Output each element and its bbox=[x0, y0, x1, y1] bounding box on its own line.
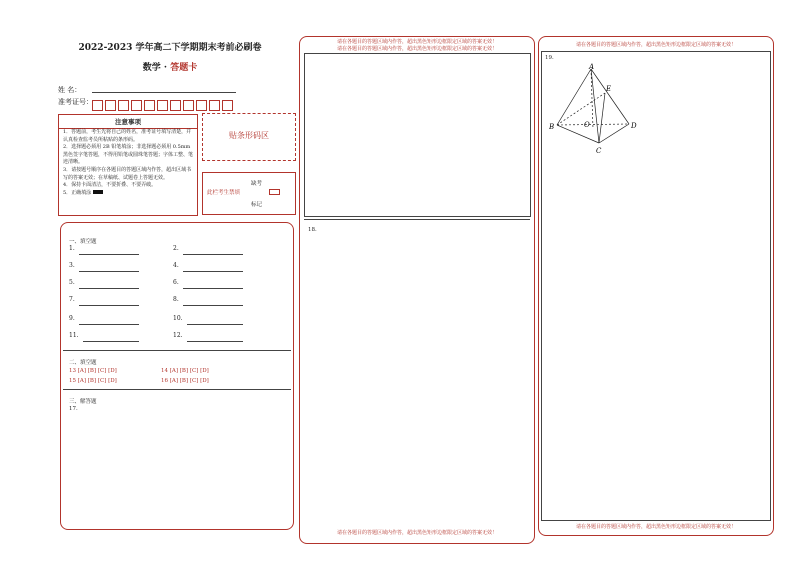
blank-number: 3. bbox=[69, 262, 75, 269]
warning-top-2: 请在各题目的答题区域内作答，超出黑色矩形边框限定区域的答案无效！ bbox=[336, 46, 497, 52]
blank-line[interactable] bbox=[79, 324, 139, 325]
blank-line[interactable] bbox=[187, 341, 243, 342]
q17-number: 17. bbox=[69, 406, 78, 412]
name-field[interactable] bbox=[92, 92, 236, 93]
separator: · bbox=[163, 63, 168, 73]
section2-title: 二、填空题 bbox=[69, 360, 97, 366]
blank-number: 5. bbox=[69, 279, 75, 286]
id-cell[interactable] bbox=[131, 100, 142, 111]
blank-number: 11. bbox=[69, 332, 79, 339]
filled-mark bbox=[93, 190, 103, 194]
card-name: 答题卡 bbox=[170, 63, 198, 73]
absent-checkbox[interactable] bbox=[269, 189, 280, 195]
choice-row[interactable]: 16 [A] [B] [C] [D] bbox=[161, 378, 209, 384]
tetrahedron-figure bbox=[549, 63, 639, 155]
notes-item: 2．选择题必须用 2B 铅笔填涂；非选择题必须用 0.5mm 黑色签字笔答题，不得用铅笔或圆珠笔答题；字体工整、笔迹清晰。 bbox=[63, 144, 194, 166]
section3-title: 三、解答题 bbox=[69, 399, 97, 405]
blank-number: 8. bbox=[173, 296, 179, 303]
section-divider bbox=[63, 350, 291, 351]
id-cell[interactable] bbox=[144, 100, 155, 111]
blank-number: 10. bbox=[173, 315, 183, 322]
id-cell[interactable] bbox=[209, 100, 220, 111]
id-cell[interactable] bbox=[92, 100, 103, 111]
id-cell[interactable] bbox=[196, 100, 207, 111]
subject-line bbox=[40, 60, 300, 73]
q18-box[interactable] bbox=[304, 53, 531, 217]
blank-number: 12. bbox=[173, 332, 183, 339]
choice-row[interactable]: 14 [A] [B] [C] [D] bbox=[161, 368, 209, 374]
blank-number: 7. bbox=[69, 296, 75, 303]
edge-BC bbox=[557, 125, 599, 143]
blank-line[interactable] bbox=[183, 305, 243, 306]
barcode-label: 贴条形码区 bbox=[229, 131, 269, 140]
id-cell[interactable] bbox=[157, 100, 168, 111]
notes-item: 3．请按题号顺序在各题目的答题区域内作答，超出区域书写的答案无效；在草稿纸、试题卷上答题无效。 bbox=[63, 166, 192, 181]
segment-BE bbox=[557, 93, 605, 125]
blank-number: 6. bbox=[173, 279, 179, 286]
blank-number: 9. bbox=[69, 315, 75, 322]
absent-label: 此栏考生禁填 bbox=[207, 190, 241, 196]
label-A: A bbox=[589, 63, 595, 71]
warning-bottom: 请在各题目的答题区域内作答，超出黑色矩形边框限定区域的答案无效！ bbox=[336, 530, 497, 536]
label-D: D bbox=[631, 122, 637, 130]
q18-divider bbox=[304, 219, 530, 220]
label-B: B bbox=[549, 123, 555, 131]
exam-title: 2022-2023 学年高二下学期期末考前必刷卷 bbox=[78, 43, 262, 53]
notes-title: 注意事项 bbox=[115, 118, 141, 126]
notes-box bbox=[58, 114, 198, 216]
section-divider bbox=[63, 389, 291, 390]
blank-number: 1. bbox=[69, 245, 75, 252]
blank-number: 4. bbox=[173, 262, 179, 269]
id-label: 准考证号： bbox=[58, 98, 93, 106]
absent-box bbox=[202, 172, 296, 215]
absent-word2: 标记 bbox=[251, 202, 263, 208]
warning-top: 请在各题目的答题区域内作答，超出黑色矩形边框限定区域的答案无效！ bbox=[575, 42, 736, 48]
segment-EC bbox=[599, 93, 605, 143]
id-cell[interactable] bbox=[170, 100, 181, 111]
id-cell[interactable] bbox=[222, 100, 233, 111]
section1-title: 一、填空题 bbox=[69, 239, 97, 245]
id-cell[interactable] bbox=[105, 100, 116, 111]
id-cell[interactable] bbox=[183, 100, 194, 111]
left-answer-panel bbox=[60, 222, 294, 530]
blank-line[interactable] bbox=[183, 254, 243, 255]
label-O: O bbox=[584, 121, 590, 129]
edge-AD bbox=[591, 69, 629, 124]
notes-item bbox=[59, 190, 197, 198]
warning-bottom: 请在各题目的答题区域内作答，超出黑色矩形边框限定区域的答案无效！ bbox=[575, 524, 736, 530]
choice-row[interactable]: 15 [A] [B] [C] [D] bbox=[69, 378, 117, 384]
edge-BD bbox=[557, 124, 629, 125]
id-cell[interactable] bbox=[118, 100, 129, 111]
barcode-area bbox=[202, 113, 296, 161]
middle-answer-panel bbox=[299, 36, 535, 544]
absent-word1: 缺考 bbox=[251, 181, 263, 187]
notes-item: 1．答题前，考生先将自己的姓名，准考证号填写清楚，并认真检查监考员所粘贴的条形码。 bbox=[63, 129, 192, 143]
blank-line[interactable] bbox=[79, 271, 139, 272]
choice-row[interactable]: 13 [A] [B] [C] [D] bbox=[69, 368, 117, 374]
notes-item: 4．保持卡面清洁，不要折叠、不要弄破。 bbox=[63, 182, 157, 189]
blank-line[interactable] bbox=[83, 341, 139, 342]
q19-number: 19. bbox=[545, 55, 554, 61]
blank-number: 2. bbox=[173, 245, 179, 252]
q18-number: 18. bbox=[308, 227, 317, 233]
name-label: 姓 名： bbox=[58, 86, 82, 94]
blank-line[interactable] bbox=[79, 305, 139, 306]
blank-line[interactable] bbox=[187, 324, 243, 325]
blank-line[interactable] bbox=[79, 254, 139, 255]
edge-CD bbox=[599, 124, 629, 143]
subject-name: 数学 bbox=[142, 63, 161, 73]
label-C: C bbox=[596, 147, 602, 155]
blank-line[interactable] bbox=[183, 271, 243, 272]
label-E: E bbox=[606, 85, 612, 93]
edge-AB bbox=[557, 69, 591, 125]
warning-top: 请在各题目的答题区域内作答，超出黑色矩形边框限定区域的答案无效！ bbox=[336, 39, 497, 45]
right-answer-panel bbox=[538, 36, 774, 536]
correct-fill-label: 5．正确填涂 bbox=[63, 189, 92, 196]
blank-line[interactable] bbox=[183, 288, 243, 289]
blank-line[interactable] bbox=[79, 288, 139, 289]
